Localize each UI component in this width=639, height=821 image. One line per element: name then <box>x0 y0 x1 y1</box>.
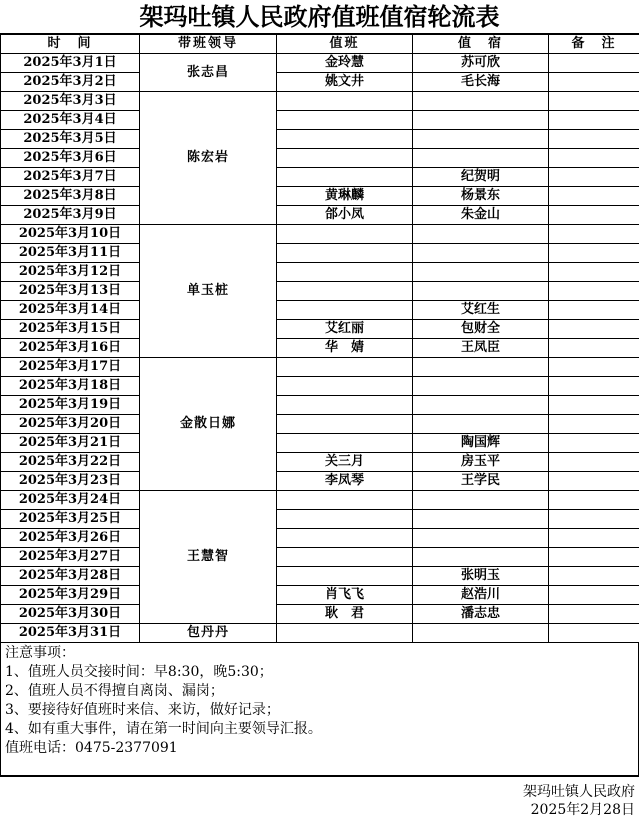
date-cell: 2025年3月16日 <box>1 339 140 358</box>
duty-person-cell: 华 婧 <box>277 339 413 358</box>
duty-person-cell <box>277 377 413 396</box>
table-row <box>1 377 639 396</box>
duty-person-cell <box>277 149 413 168</box>
table-row <box>1 301 639 320</box>
remarks-cell <box>549 168 639 187</box>
table-row <box>1 586 639 605</box>
night-duty-person-cell <box>413 529 549 548</box>
date-cell: 2025年3月13日 <box>1 282 140 301</box>
table-row <box>1 244 639 263</box>
duty-person-cell: 艾红丽 <box>277 320 413 339</box>
night-duty-person-cell <box>413 92 549 111</box>
remarks-cell <box>549 130 639 149</box>
column-header-remarks: 备 注 <box>549 35 639 54</box>
date-cell: 2025年3月21日 <box>1 434 140 453</box>
duty-person-cell: 黄琳麟 <box>277 187 413 206</box>
date-cell: 2025年3月4日 <box>1 111 140 130</box>
night-duty-person-cell: 赵浩川 <box>413 586 549 605</box>
remarks-cell <box>549 187 639 206</box>
table-row <box>1 339 639 358</box>
remarks-cell <box>549 586 639 605</box>
night-duty-person-cell <box>413 396 549 415</box>
table-row <box>1 453 639 472</box>
duty-person-cell <box>277 434 413 453</box>
remarks-cell <box>549 415 639 434</box>
night-duty-person-cell <box>413 358 549 377</box>
remarks-cell <box>549 339 639 358</box>
table-row <box>1 529 639 548</box>
column-header-duty: 值班 <box>277 35 413 54</box>
date-cell: 2025年3月14日 <box>1 301 140 320</box>
date-cell: 2025年3月24日 <box>1 491 140 510</box>
remarks-cell <box>549 548 639 567</box>
date-cell: 2025年3月3日 <box>1 92 140 111</box>
duty-person-cell <box>277 301 413 320</box>
duty-person-cell: 郃小凤 <box>277 206 413 225</box>
date-cell: 2025年3月1日 <box>1 54 140 73</box>
remarks-cell <box>549 377 639 396</box>
night-duty-person-cell: 纪贺明 <box>413 168 549 187</box>
duty-person-cell: 耿 君 <box>277 605 413 624</box>
table-row <box>1 168 639 187</box>
night-duty-person-cell <box>413 130 549 149</box>
night-duty-person-cell <box>413 624 549 643</box>
table-row <box>1 263 639 282</box>
night-duty-person-cell: 杨景东 <box>413 187 549 206</box>
remarks-cell <box>549 453 639 472</box>
page-title: 架玛吐镇人民政府值班值宿轮流表 <box>0 0 639 34</box>
date-cell: 2025年3月9日 <box>1 206 140 225</box>
date-cell: 2025年3月5日 <box>1 130 140 149</box>
night-duty-person-cell: 艾红生 <box>413 301 549 320</box>
date-cell: 2025年3月29日 <box>1 586 140 605</box>
note-item: 4、如有重大事件，请在第一时间向主要领导汇报。 <box>5 721 322 737</box>
table-row <box>1 396 639 415</box>
duty-person-cell <box>277 263 413 282</box>
date-cell: 2025年3月22日 <box>1 453 140 472</box>
notes-heading: 注意事项： <box>5 645 75 661</box>
night-duty-person-cell <box>413 225 549 244</box>
night-duty-person-cell <box>413 415 549 434</box>
night-duty-person-cell <box>413 111 549 130</box>
remarks-cell <box>549 567 639 586</box>
night-duty-person-cell: 苏可欣 <box>413 54 549 73</box>
remarks-cell <box>549 111 639 130</box>
remarks-cell <box>549 92 639 111</box>
night-duty-person-cell <box>413 377 549 396</box>
duty-phone: 值班电话：0475-2377091 <box>5 740 178 756</box>
remarks-cell <box>549 206 639 225</box>
night-duty-person-cell: 王凤臣 <box>413 339 549 358</box>
table-row <box>1 567 639 586</box>
remarks-cell <box>549 73 639 92</box>
table-row <box>1 149 639 168</box>
date-cell: 2025年3月11日 <box>1 244 140 263</box>
issuing-organization: 架玛吐镇人民政府 <box>523 784 635 800</box>
night-duty-person-cell: 包财全 <box>413 320 549 339</box>
date-cell: 2025年3月31日 <box>1 624 140 643</box>
remarks-cell <box>549 529 639 548</box>
night-duty-person-cell <box>413 491 549 510</box>
remarks-cell <box>549 225 639 244</box>
column-header-night: 值 宿 <box>413 35 549 54</box>
remarks-cell <box>549 396 639 415</box>
note-item: 2、值班人员不得擅自离岗、漏岗； <box>5 683 224 699</box>
leader-cell: 包丹丹 <box>140 624 277 643</box>
date-cell: 2025年3月2日 <box>1 73 140 92</box>
duty-person-cell <box>277 491 413 510</box>
remarks-cell <box>549 301 639 320</box>
duty-person-cell: 关三月 <box>277 453 413 472</box>
remarks-cell <box>549 149 639 168</box>
table-row <box>1 472 639 491</box>
duty-person-cell <box>277 624 413 643</box>
date-cell: 2025年3月12日 <box>1 263 140 282</box>
table-row <box>1 187 639 206</box>
night-duty-person-cell <box>413 263 549 282</box>
notes-section <box>0 642 639 776</box>
note-item: 1、值班人员交接时间：早8:30，晚5:30； <box>5 664 273 680</box>
table-row <box>1 225 639 244</box>
table-row <box>1 282 639 301</box>
table-row <box>1 415 639 434</box>
table-row <box>1 358 639 377</box>
duty-person-cell <box>277 548 413 567</box>
duty-person-cell: 李凤琴 <box>277 472 413 491</box>
column-header-date: 时 间 <box>1 35 140 54</box>
duty-person-cell <box>277 130 413 149</box>
night-duty-person-cell <box>413 548 549 567</box>
leader-cell: 金散日娜 <box>140 358 277 491</box>
table-row <box>1 92 639 111</box>
remarks-cell <box>549 491 639 510</box>
remarks-cell <box>549 605 639 624</box>
night-duty-person-cell <box>413 244 549 263</box>
remarks-cell <box>549 54 639 73</box>
duty-person-cell: 金玲慧 <box>277 54 413 73</box>
duty-person-cell <box>277 111 413 130</box>
table-row <box>1 54 639 73</box>
night-duty-person-cell: 陶国辉 <box>413 434 549 453</box>
date-cell: 2025年3月28日 <box>1 567 140 586</box>
table-row <box>1 491 639 510</box>
remarks-cell <box>549 320 639 339</box>
remarks-cell <box>549 358 639 377</box>
duty-person-cell <box>277 396 413 415</box>
leader-cell: 王慧智 <box>140 491 277 624</box>
remarks-cell <box>549 263 639 282</box>
issue-date: 2025年2月28日 <box>530 802 635 818</box>
duty-person-cell <box>277 168 413 187</box>
date-cell: 2025年3月18日 <box>1 377 140 396</box>
duty-person-cell <box>277 244 413 263</box>
table-row <box>1 73 639 92</box>
night-duty-person-cell <box>413 510 549 529</box>
table-row <box>1 624 639 643</box>
table-header-row <box>1 35 639 54</box>
table-row <box>1 130 639 149</box>
date-cell: 2025年3月17日 <box>1 358 140 377</box>
leader-cell: 单玉桩 <box>140 225 277 358</box>
date-cell: 2025年3月7日 <box>1 168 140 187</box>
duty-roster-table <box>0 34 639 643</box>
table-row <box>1 510 639 529</box>
leader-cell: 张志昌 <box>140 54 277 92</box>
remarks-cell <box>549 282 639 301</box>
date-cell: 2025年3月27日 <box>1 548 140 567</box>
night-duty-person-cell: 房玉平 <box>413 453 549 472</box>
date-cell: 2025年3月6日 <box>1 149 140 168</box>
note-item: 3、要接待好值班时来信、来访，做好记录； <box>5 702 280 718</box>
leader-cell: 陈宏岩 <box>140 92 277 225</box>
night-duty-person-cell: 毛长海 <box>413 73 549 92</box>
table-row <box>1 206 639 225</box>
table-row <box>1 320 639 339</box>
date-cell: 2025年3月10日 <box>1 225 140 244</box>
remarks-cell <box>549 510 639 529</box>
table-row <box>1 111 639 130</box>
remarks-cell <box>549 434 639 453</box>
night-duty-person-cell <box>413 149 549 168</box>
date-cell: 2025年3月30日 <box>1 605 140 624</box>
night-duty-person-cell <box>413 282 549 301</box>
duty-person-cell <box>277 225 413 244</box>
duty-person-cell <box>277 415 413 434</box>
date-cell: 2025年3月19日 <box>1 396 140 415</box>
column-header-leader: 带班领导 <box>140 35 277 54</box>
remarks-cell <box>549 244 639 263</box>
duty-person-cell: 姚文井 <box>277 73 413 92</box>
duty-person-cell <box>277 510 413 529</box>
table-row <box>1 605 639 624</box>
night-duty-person-cell: 朱金山 <box>413 206 549 225</box>
duty-person-cell <box>277 567 413 586</box>
remarks-cell <box>549 472 639 491</box>
duty-person-cell <box>277 358 413 377</box>
night-duty-person-cell: 潘志忠 <box>413 605 549 624</box>
night-duty-person-cell: 王学民 <box>413 472 549 491</box>
table-row <box>1 434 639 453</box>
date-cell: 2025年3月20日 <box>1 415 140 434</box>
duty-person-cell <box>277 282 413 301</box>
night-duty-person-cell: 张明玉 <box>413 567 549 586</box>
date-cell: 2025年3月23日 <box>1 472 140 491</box>
duty-person-cell: 肖飞飞 <box>277 586 413 605</box>
footer <box>0 776 639 821</box>
remarks-cell <box>549 624 639 643</box>
date-cell: 2025年3月26日 <box>1 529 140 548</box>
date-cell: 2025年3月25日 <box>1 510 140 529</box>
date-cell: 2025年3月15日 <box>1 320 140 339</box>
duty-person-cell <box>277 529 413 548</box>
date-cell: 2025年3月8日 <box>1 187 140 206</box>
duty-person-cell <box>277 92 413 111</box>
table-row <box>1 548 639 567</box>
